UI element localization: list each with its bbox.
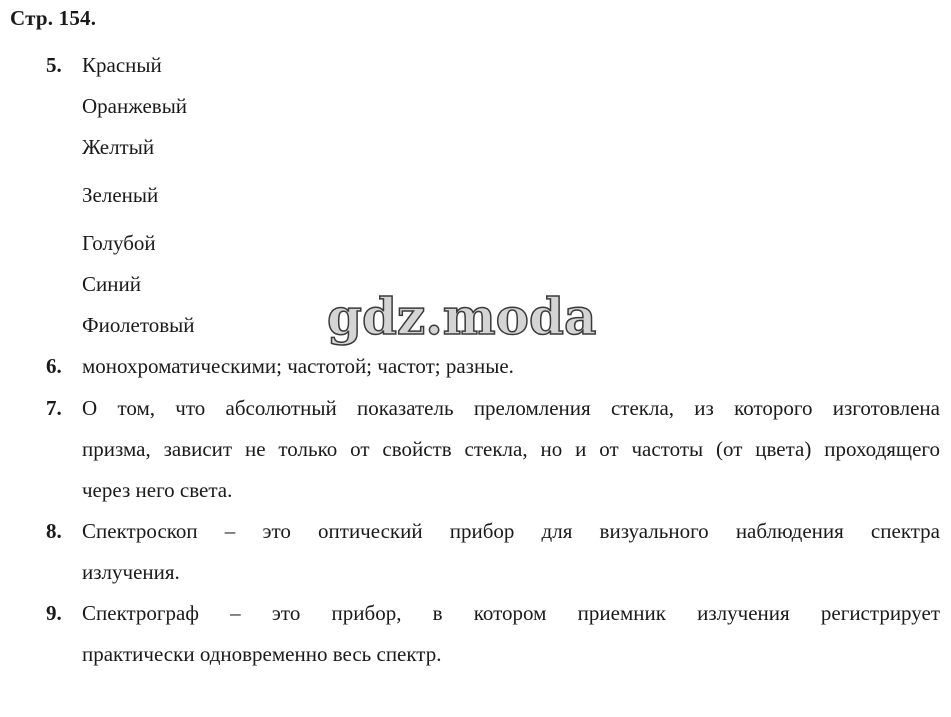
item-7-line-1: О том, что абсолютный показатель преломления стекла, из которого изготовлена [82, 396, 940, 420]
color-yellow: Желтый [82, 135, 155, 159]
color-blue: Синий [82, 272, 141, 296]
color-orange: Оранжевый [82, 94, 188, 118]
color-light-blue: Голубой [82, 231, 156, 255]
item-7-line-3: через него света. [82, 478, 233, 502]
page-number-header: Стр. 154. [10, 6, 97, 30]
item-7-line-2: призма, зависит не только от свойств стекла, но и от частоты (от цвета) проходящего [82, 437, 940, 461]
item-8-line-2: излучения. [82, 560, 180, 584]
color-green: Зеленый [82, 183, 159, 207]
color-violet: Фиолетовый [82, 313, 195, 337]
watermark-logo: gdz.moda [327, 287, 597, 346]
item-number-9: 9. [46, 601, 62, 625]
item-9-line-2: практически одновременно весь спектр. [82, 642, 442, 666]
color-red: Красный [82, 53, 162, 77]
item-8-line-1: Спектроскоп – это оптический прибор для визуального наблюдения спектра [82, 519, 940, 543]
item-6-text: монохроматическими; частотой; частот; разные. [82, 354, 514, 378]
item-number-5: 5. [46, 53, 62, 77]
item-number-8: 8. [46, 519, 62, 543]
item-number-6: 6. [46, 354, 62, 378]
item-number-7: 7. [46, 396, 62, 420]
item-9-line-1: Спектрограф – это прибор, в котором приемник излучения регистрирует [82, 601, 940, 625]
